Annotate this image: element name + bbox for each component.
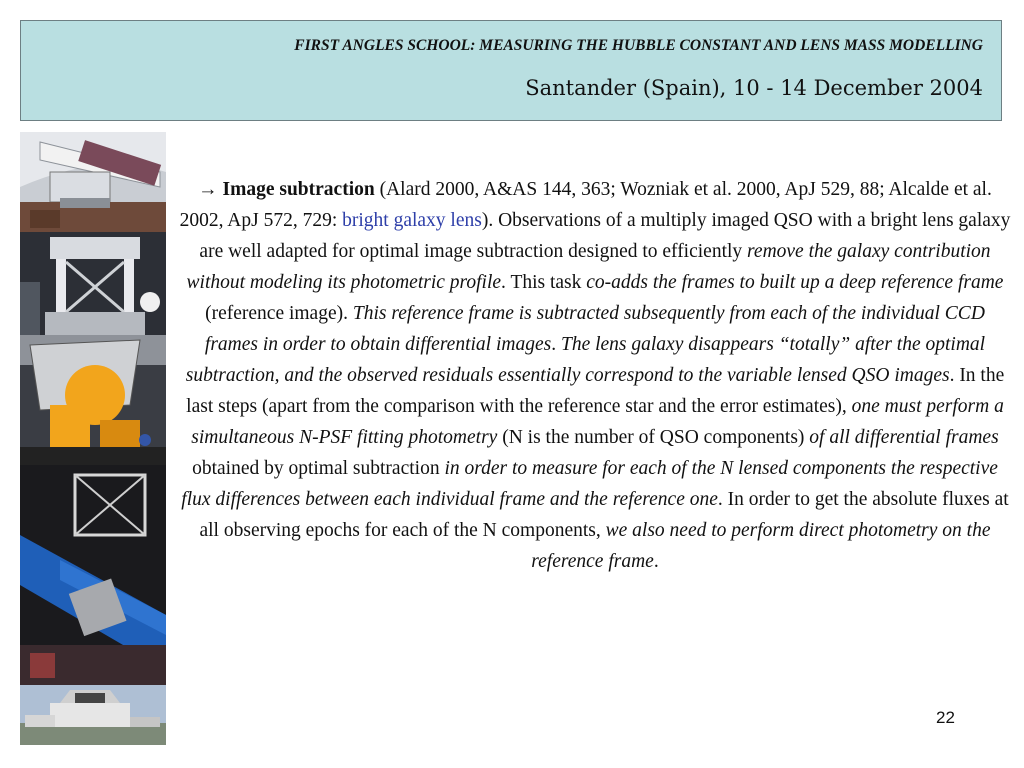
text-segment: . In the last steps (apart from the comparison with the reference star and the error estimates), [186,365,1005,417]
text-segment: . This task [501,272,587,293]
italic-segment: co-adds the frames to built up a deep reference frame [586,272,1004,293]
italic-segment: remove the galaxy contribution without modeling its photometric profile [186,241,991,293]
arrow-icon: → [198,179,218,200]
text-segment: obtained by optimal subtraction [192,458,445,479]
italic-segment: This reference frame is subtracted subsequently from each of the individual CCD frames in order to obtain differential images [204,303,985,355]
slide-header [20,20,1002,121]
italic-segment: in order to measure for each of the N lensed components the respective flux differences between each individual frame and the reference one [181,458,998,510]
blue-telescope-photo [20,465,166,685]
header-title: FIRST ANGLES SCHOOL: MEASURING THE HUBBLE CONSTANT AND LENS MASS MODELLING [294,37,983,54]
text-segment: (Alard 2000, A&AS 144, 363; Wozniak et al. 2000, ApJ 529, 88; Alcalde et al. 2002, ApJ 572, 729: [179,179,992,231]
italic-segment: one must perform a simultaneous N-PSF fitting photometry [191,396,1004,448]
telescope-dome-photo [20,132,166,232]
photo-strip [20,132,166,745]
text-segment: . In order to get the absolute fluxes at all observing epochs for each of the N components, [199,489,1009,541]
observatory-building-photo [20,685,166,745]
yellow-telescope-photo [20,335,166,465]
text-segment: (reference image). [205,303,353,324]
header-subtitle: Santander (Spain), 10 - 14 December 2004 [525,76,983,100]
bright-galaxy-lens-link[interactable]: bright galaxy lens [342,210,482,231]
body-text [178,174,1012,577]
text-segment: (N is the number of QSO components) [497,427,810,448]
telescope-mount-photo [20,232,166,335]
text-segment: . [653,551,659,572]
italic-segment: The lens galaxy disappears “totally” after the optimal subtraction, and the observed residuals essentially correspond to the variable lensed QSO images [185,334,986,386]
page-number: 22 [936,708,955,727]
section-heading: Image subtraction [222,179,375,200]
text-segment: ). Observations of a multiply imaged QSO with a bright lens galaxy are well adapted for optimal image subtraction designed to efficiently [199,210,1011,262]
italic-segment: we also need to perform direct photometry on the reference frame [531,520,991,572]
italic-segment: of all differential frames [809,427,999,448]
text-segment: . [551,334,561,355]
